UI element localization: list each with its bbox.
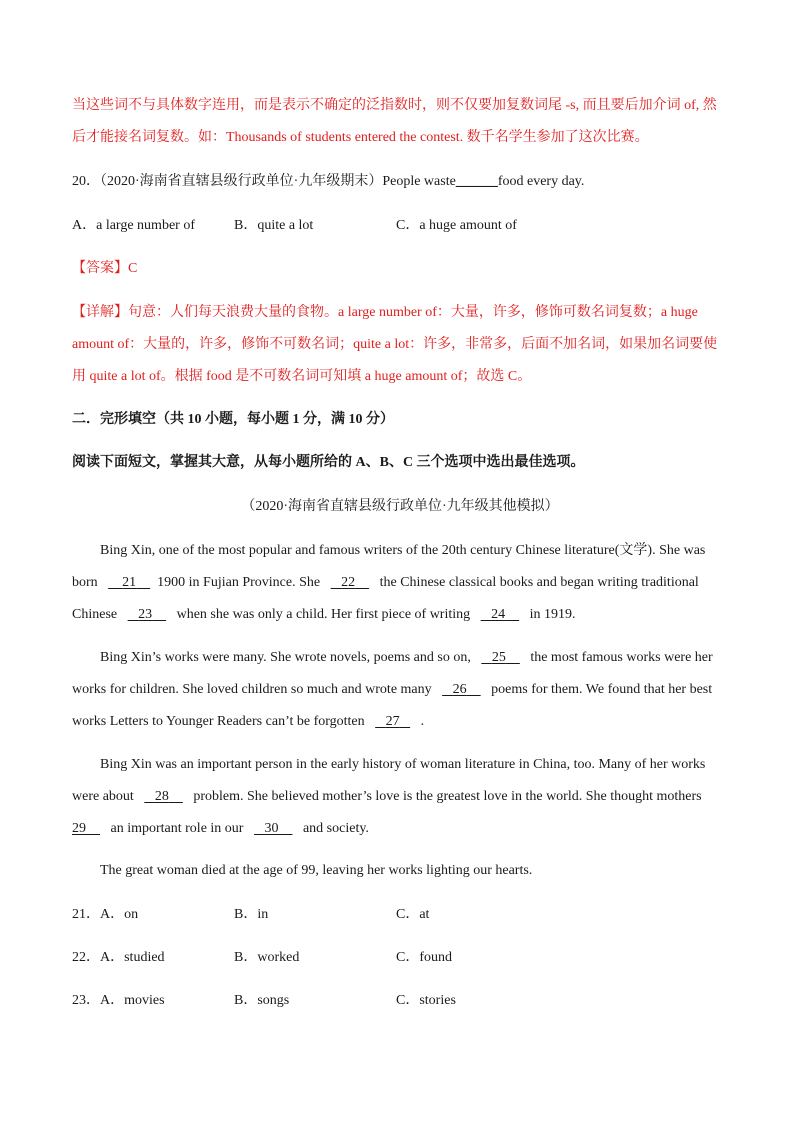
blank-24 [481,605,520,625]
explanation-line-2: 后才能接名词复数。如：Thousands of students entered the contest. 数千名学生参加了这次比赛。 [72,130,649,145]
blank-21 [108,573,150,593]
blank-25 [481,648,520,668]
question-22-option-c: C．found [396,950,452,965]
text-span: works Letters to Younger Readers can’t be forgotten [72,714,365,729]
blank-26 [442,680,481,700]
blank-21-number: 21 [122,575,137,590]
question-20-option-c: C．a huge amount of [396,218,517,233]
question-23-option-c: C．stories [396,993,456,1008]
passage-p2-line-3 [72,712,728,732]
question-20-detail-line-1: 【详解】句意：人们每天浪费大量的食物。a large number of：大量，许多，修饰可数名词复数；a huge [72,305,698,320]
text-span: born [72,575,98,590]
blank-24-number: 24 [491,607,506,622]
question-22-option-b: B．worked [234,950,300,965]
passage-p1-line-3 [72,605,728,625]
blank-22-number: 22 [341,575,356,590]
question-21-option-a: 21．A．on [72,907,139,922]
question-20-answer: 【答案】C [72,261,138,276]
text-span: were about [72,789,134,804]
text-span: the most famous works were her [530,650,713,665]
section-heading: 二．完形填空（共 10 小题，每小题 1 分，满 10 分） [72,412,394,427]
passage-source: （2020·海南省直辖县级行政单位·九年级其他模拟） [241,499,559,514]
question-21-option-b: B．in [234,907,269,922]
text-span: Chinese [72,607,118,622]
question-20-option-a: A．a large number of [72,218,195,233]
passage-p3-line-2 [72,787,728,807]
blank-25-number: 25 [491,650,506,665]
question-20-prefix: 20．（2020·海南省直辖县级行政单位·九年级期末）People waste [72,174,456,189]
question-20-blank: ______ [455,174,498,189]
question-23-option-b: B．songs [234,993,290,1008]
blank-30 [254,819,293,839]
passage-p3-line-3 [72,819,728,839]
question-21-option-c: C．at [396,907,430,922]
text-span: . [420,714,425,729]
question-20-option-b: B．quite a lot [234,218,314,233]
passage-p3-line-1: Bing Xin was an important person in the early history of woman literature in China, too. Many of her works [100,757,706,772]
passage-p2-line-1 [100,648,728,668]
text-span: the Chinese classical books and began writing traditional [379,575,699,590]
question-20-detail-line-3: 用 quite a lot of。根据 food 是不可数名词可知填 a huge amount of；故选 C。 [72,369,532,384]
blank-29 [72,819,100,839]
blank-26-number: 26 [452,682,467,697]
text-span: in 1919. [529,607,576,622]
passage-p1-line-2 [72,573,728,593]
blank-27 [375,712,410,732]
question-22-option-a: 22．A．studied [72,950,165,965]
question-20-stem [72,172,728,192]
blank-23 [128,605,167,625]
passage-p1-line-1: Bing Xin, one of the most popular and famous writers of the 20th century Chinese literature(文学). She was [100,543,706,558]
text-span: 1900 in Fujian Province. She [157,575,321,590]
blank-23-number: 23 [138,607,153,622]
text-span: and society. [302,821,369,836]
text-span: an important role in our [110,821,244,836]
passage-p4: The great woman died at the age of 99, leaving her works lighting our hearts. [100,863,533,878]
blank-30-number: 30 [264,821,279,836]
blank-28 [144,787,183,807]
text-span: poems for them. We found that her best [491,682,713,697]
text-span: problem. She believed mother’s love is the greatest love in the world. She thought mothers [193,789,702,804]
passage-p2-line-2 [72,680,728,700]
text-span: when she was only a child. Her first piece of writing [176,607,471,622]
explanation-line-1: 当这些词不与具体数字连用，而是表示不确定的泛指数时，则不仅要加复数词尾 -s, 而且要后加介词 of, 然 [72,98,717,113]
question-20-detail-line-2: amount of：大量的，许多，修饰不可数名词；quite a lot：许多，非常多，后面不加名词，如果加名词要使 [72,337,718,352]
question-23-option-a: 23．A．movies [72,993,165,1008]
blank-28-number: 28 [154,789,169,804]
text-span: Bing Xin’s works were many. She wrote novels, poems and so on, [100,650,471,665]
text-span: works for children. She loved children so much and wrote many [72,682,432,697]
blank-29-number: 29 [72,821,86,836]
blank-27-number: 27 [385,714,400,729]
section-instruction: 阅读下面短文，掌握其大意，从每小题所给的 A、B、C 三个选项中选出最佳选项。 [72,455,585,470]
question-20-suffix: food every day. [497,174,585,189]
blank-22 [331,573,370,593]
